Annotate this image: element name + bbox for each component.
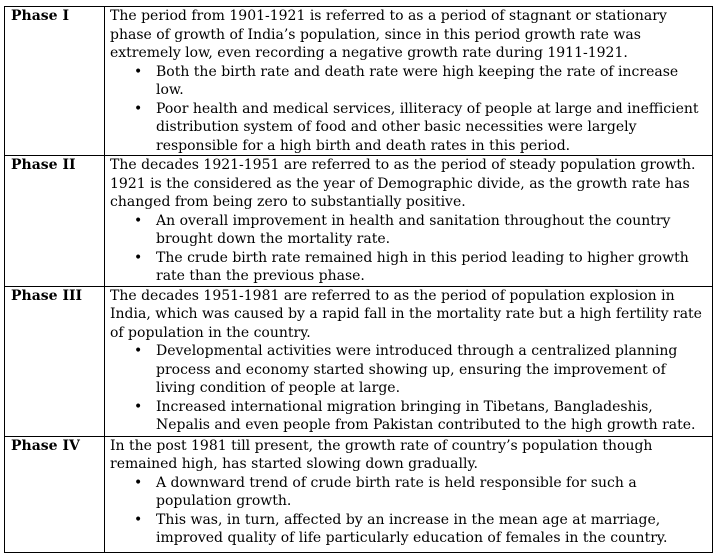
phase-label: Phase IV (5, 436, 105, 552)
phase-label: Phase III (5, 286, 105, 436)
phase-bullet: • Poor health and medical services, illiteracy of people at large and inefficient distribution system of food and other basic necessities were largely responsible for a high birth and death rates in this period. (156, 100, 708, 156)
phase-intro: The decades 1951-1981 are referred to as the period of population explosion in India, which was caused by a rapid fall in the mortality rate but a high fertility rate of population in the country. (110, 287, 702, 341)
phase-description (105, 286, 713, 436)
phase-bullet-list (110, 474, 708, 548)
table-row-phase-4 (5, 436, 713, 552)
phase-bullet: • A downward trend of crude birth rate is held responsible for such a population growth. (156, 474, 708, 511)
phase-bullet: • Developmental activities were introduced through a centralized planning process and economy started showing up, ensuring the improvement of living condition of people at large. (156, 342, 708, 398)
table-row-phase-1 (5, 7, 713, 156)
phase-description (105, 7, 713, 156)
phase-bullet: • An overall improvement in health and sanitation throughout the country brought down the mortality rate. (156, 212, 708, 249)
phase-description (105, 156, 713, 287)
table-row-phase-3 (5, 286, 713, 436)
phase-bullet: • The crude birth rate remained high in this period leading to higher growth rate than the previous phase. (156, 249, 708, 286)
phase-bullet-list (110, 342, 708, 435)
phase-intro: The period from 1901-1921 is referred to as a period of stagnant or stationary phase of growth of India’s population, since in this period growth rate was extremely low, even recording a negative growth rate during 1911-1921. (110, 8, 667, 61)
phase-intro: In the post 1981 till present, the growth rate of country’s population though remained high, has started slowing down gradually. (110, 437, 653, 472)
phase-description (105, 436, 713, 552)
phase-bullet: • Increased international migration bringing in Tibetans, Bangladeshis, Nepalis and even people from Pakistan contributed to the high growth rate. (156, 398, 708, 435)
table-row-phase-2 (5, 156, 713, 287)
phase-bullet-list (110, 212, 708, 286)
population-phases-table (4, 6, 713, 553)
phase-bullet: • This was, in turn, affected by an increase in the mean age at marriage, improved quality of life particularly education of females in the country. (156, 511, 708, 548)
phase-bullet: • Both the birth rate and death rate were high keeping the rate of increase low. (156, 63, 708, 100)
phase-label: Phase II (5, 156, 105, 287)
phase-intro: The decades 1921-1951 are referred to as the period of steady population growth. 1921 is the considered as the year of Demographic divide, as the growth rate has changed from being zero to substantially positive. (110, 157, 696, 210)
phase-label: Phase I (5, 7, 105, 156)
phase-bullet-list (110, 63, 708, 156)
